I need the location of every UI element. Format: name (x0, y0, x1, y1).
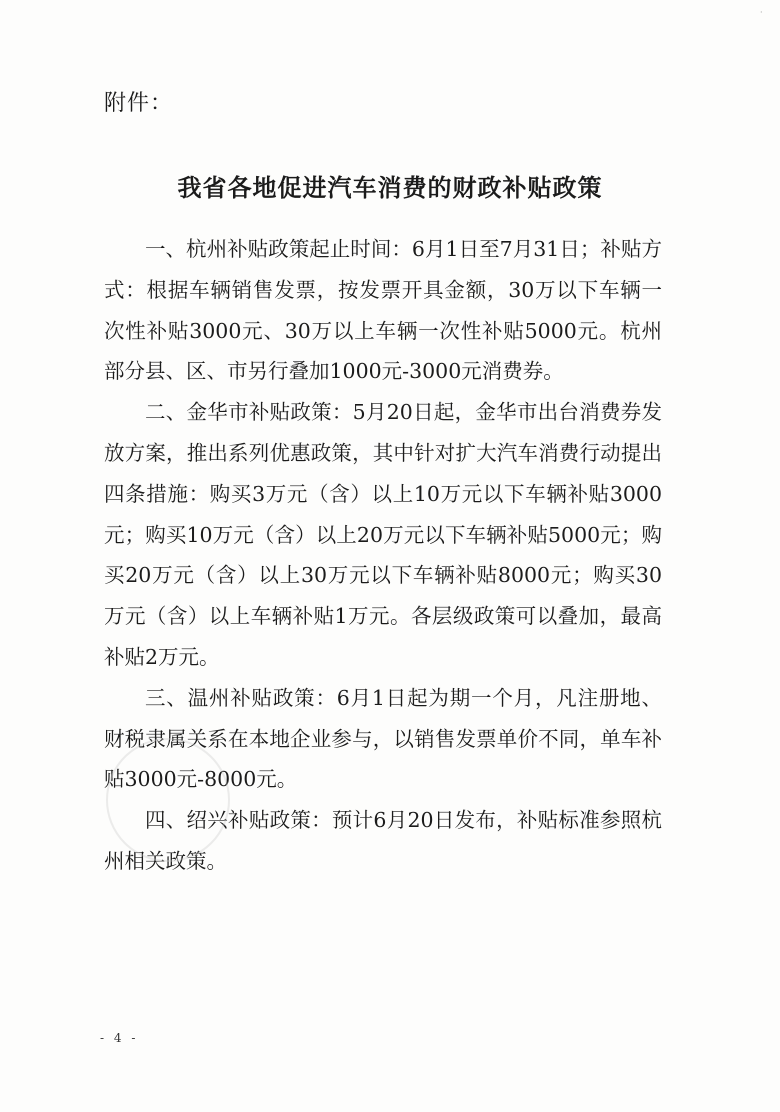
attachment-label: 附件： (104, 91, 174, 116)
corner-mark: · (760, 8, 763, 17)
paragraph-shaoxing: 四、绍兴补贴政策：预计6月20日发布，补贴标准参照杭州相关政策。 (104, 808, 662, 873)
paragraph-jinhua: 二、金华市补贴政策：5月20日起，金华市出台消费券发放方案，推出系列优惠政策，其中针对扩大汽车消费行动提出四条措施：购买3万元（含）以上10万元以下车辆补贴3000元；购买10万元（含）以上20万元以下车辆补贴5000元；购买20万元（含）以上30万元以下车辆补贴8000元；购买30万元（含）以上车辆补贴1万元。各层级政策可以叠加，最高补贴2万元。 (104, 400, 662, 669)
page-number: - 4 - (100, 1031, 139, 1045)
document-title: 我省各地促进汽车消费的财政补贴政策 (177, 173, 603, 202)
faint-seal-stamp (106, 738, 230, 862)
paragraph-hangzhou: 一、杭州补贴政策起止时间：6月1日至7月31日；补贴方式：根据车辆销售发票，按发票开具金额，30万以下车辆一次性补贴3000元、30万以上车辆一次性补贴5000元。杭州部分县、区、市另行叠加1000元-3000元消费券。 (104, 237, 662, 384)
paragraph-wenzhou: 三、温州补贴政策：6月1日起为期一个月，凡注册地、财税隶属关系在本地企业参与，以销售发票单价不同，单车补贴3000元-8000元。 (104, 685, 662, 792)
